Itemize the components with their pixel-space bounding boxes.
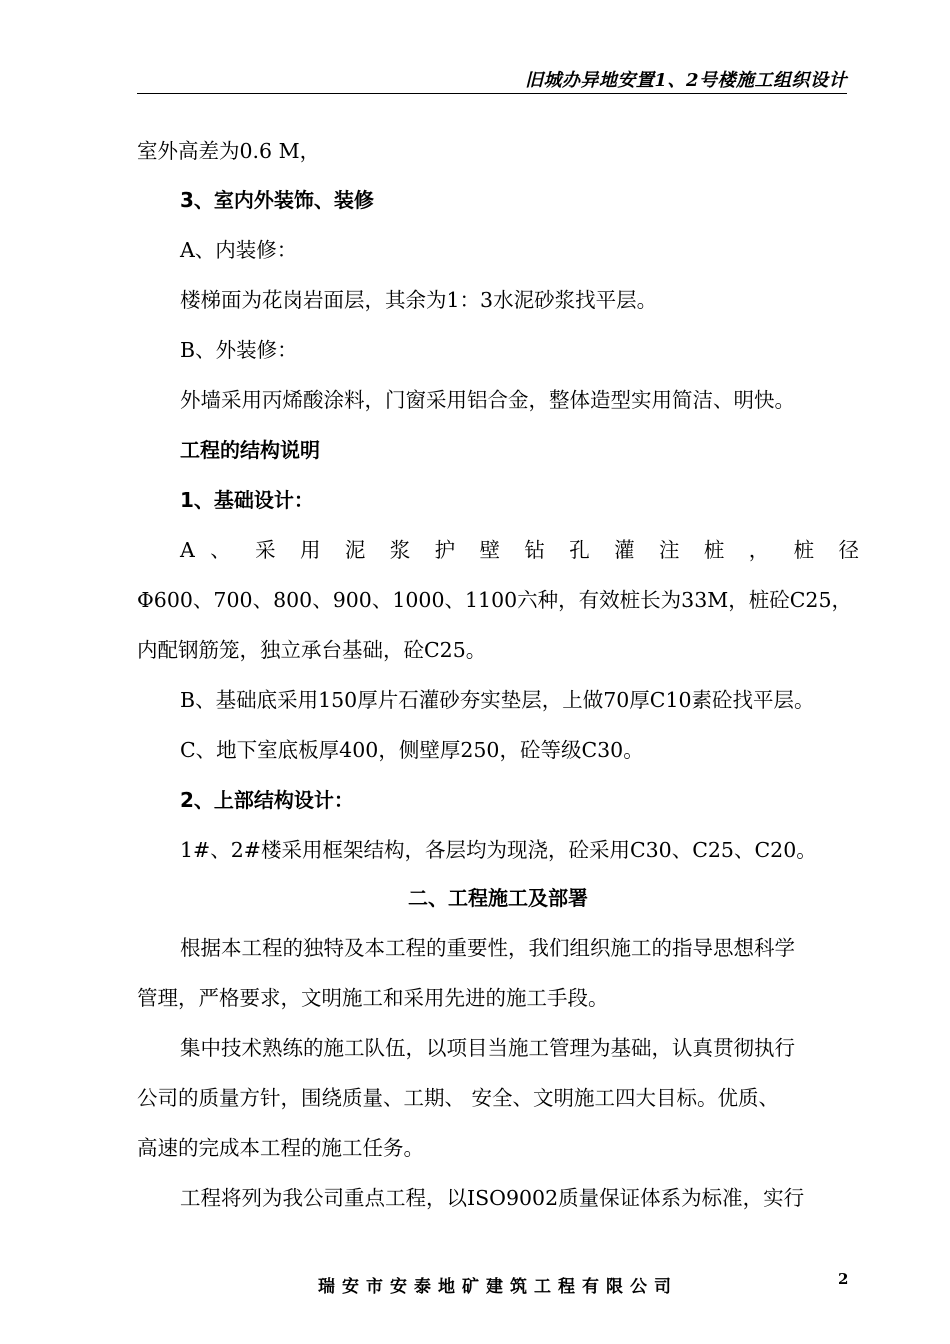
body-line: Φ600、700、800、900、1000、1100六种，有效桩长为33M，桩砼C25， xyxy=(137,588,853,612)
body-line: 楼梯面为花岗岩面层，其余为1：3水泥砂浆找平层。 xyxy=(180,288,658,312)
header-divider xyxy=(137,93,847,94)
body-line: 工程将列为我公司重点工程，以ISO9002质量保证体系为标准，实行 xyxy=(180,1186,805,1210)
section-heading: 3、室内外装饰、装修 xyxy=(180,188,374,212)
page-number: 2 xyxy=(838,1270,849,1288)
body-line: 室外高差为0.6 M， xyxy=(137,139,321,163)
body-line: B、外装修： xyxy=(180,338,298,362)
body-line: 高速的完成本工程的施工任务。 xyxy=(137,1136,424,1160)
body-line: 管理，严格要求，文明施工和采用先进的施工手段。 xyxy=(137,986,609,1010)
page-header-title: 旧城办异地安置1、2号楼施工组织设计 xyxy=(524,70,847,91)
section-heading: 2、上部结构设计： xyxy=(180,788,354,812)
section-heading: 1、基础设计： xyxy=(180,488,314,512)
chapter-heading: 二、工程施工及部署 xyxy=(408,886,588,910)
footer-company: 瑞安市安泰地矿建筑工程有限公司 xyxy=(318,1277,678,1297)
body-line: 根据本工程的独特及本工程的重要性，我们组织施工的指导思想科学 xyxy=(180,936,795,960)
body-line: 外墙采用丙烯酸涂料，门窗采用铝合金，整体造型实用简洁、明快。 xyxy=(180,388,795,412)
body-line: 1#、2#楼采用框架结构，各层均为现浇，砼采用C30、C25、C20。 xyxy=(180,838,817,862)
body-line: A、内装修： xyxy=(180,238,298,262)
body-line: C、地下室底板厚400，侧壁厚250，砼等级C30。 xyxy=(180,738,644,762)
body-line: A 、 采 用 泥 浆 护 壁 钻 孔 灌 注 桩 ， 桩 径 xyxy=(180,538,859,562)
body-line: 内配钢筋笼，独立承台基础，砼C25。 xyxy=(137,638,487,662)
section-heading: 工程的结构说明 xyxy=(180,438,320,462)
body-line: 集中技术熟练的施工队伍，以项目当施工管理为基础，认真贯彻执行 xyxy=(180,1036,795,1060)
body-line: 公司的质量方针，围绕质量、工期、 安全、文明施工四大目标。优质、 xyxy=(137,1086,780,1110)
body-line: B、基础底采用150厚片石灌砂夯实垫层，上做70厚C10素砼找平层。 xyxy=(180,688,815,712)
